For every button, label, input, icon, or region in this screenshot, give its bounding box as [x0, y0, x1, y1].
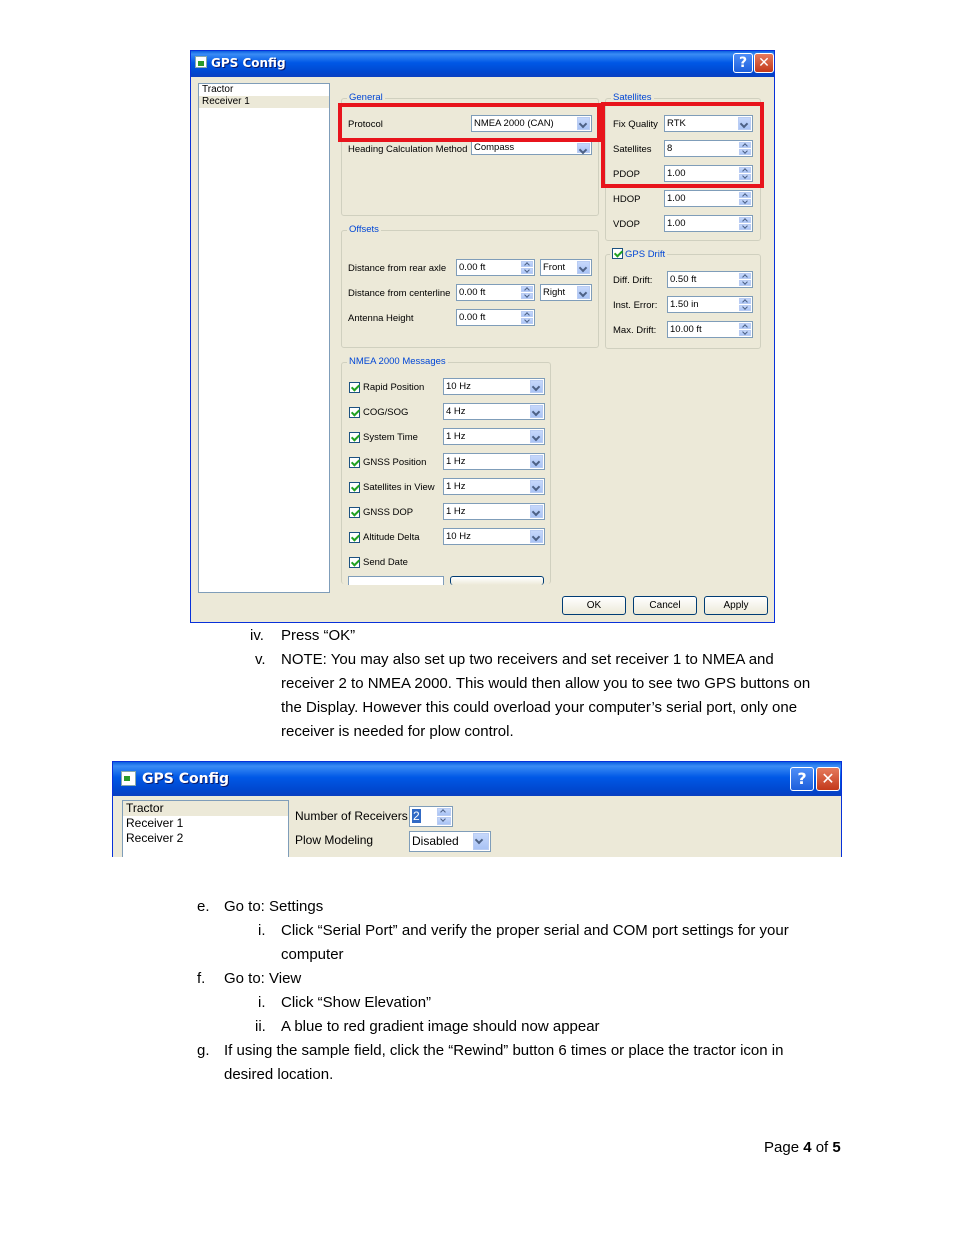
- protocol-value: NMEA 2000 (CAN): [474, 118, 554, 129]
- antenna-height-value: 0.00 ft: [459, 312, 486, 323]
- spin-down-icon[interactable]: [437, 817, 451, 825]
- spin-up-icon[interactable]: [521, 286, 533, 292]
- centerline-value: 0.00 ft: [459, 287, 486, 298]
- rapid-position-checkbox[interactable]: [349, 382, 360, 393]
- cog-sog-checkbox[interactable]: [349, 407, 360, 418]
- close-button[interactable]: ✕: [754, 53, 774, 73]
- altitude-delta-rate-value: 10 Hz: [446, 531, 471, 542]
- nmea-messages-group: [341, 356, 551, 584]
- spin-up-icon[interactable]: [437, 808, 451, 816]
- list-marker-f-ii: ii.: [255, 1018, 266, 1035]
- partial-button[interactable]: [450, 576, 544, 585]
- cog-sog-rate-select[interactable]: [443, 403, 545, 420]
- altitude-delta-label: Altitude Delta: [363, 532, 420, 543]
- chevron-down-icon[interactable]: [577, 286, 590, 299]
- send-date-label: Send Date: [363, 557, 408, 568]
- spin-up-icon[interactable]: [521, 311, 533, 317]
- spin-down-icon[interactable]: [521, 293, 533, 299]
- gps-config-window-2: [112, 761, 842, 857]
- hdop-stepper[interactable]: [664, 190, 753, 207]
- chevron-down-icon[interactable]: [577, 143, 590, 153]
- gps-drift-group-title: [610, 248, 667, 260]
- tree-item-receiver-1[interactable]: Receiver 1: [126, 816, 184, 830]
- list-text-v-line-2: receiver 2 to NMEA 2000. This would then allow you to see two GPS buttons on: [281, 675, 811, 692]
- cog-sog-label: COG/SOG: [363, 407, 409, 418]
- satellites-in-view-checkbox[interactable]: [349, 482, 360, 493]
- list-marker-g: g.: [197, 1042, 210, 1059]
- send-date-select-partial[interactable]: [348, 576, 444, 585]
- nmea-messages-group-title: NMEA 2000 Messages: [349, 356, 446, 367]
- inst-error-value: 1.50 in: [670, 299, 699, 310]
- gps-drift-group: [605, 249, 761, 349]
- hdop-value: 1.00: [667, 193, 686, 204]
- chevron-down-icon[interactable]: [530, 480, 543, 493]
- chevron-down-icon[interactable]: [530, 505, 543, 518]
- list-text-e-i-line-2: computer: [281, 946, 344, 963]
- spin-down-icon[interactable]: [739, 199, 751, 205]
- system-time-rate-value: 1 Hz: [446, 431, 466, 442]
- spin-up-icon[interactable]: [739, 323, 751, 329]
- gnss-position-label: GNSS Position: [363, 457, 427, 468]
- heading-method-label: Heading Calculation Method: [348, 144, 468, 155]
- list-marker-f: f.: [197, 970, 206, 987]
- plow-modeling-select[interactable]: [409, 831, 491, 852]
- satellites-in-view-rate-select[interactable]: [443, 478, 545, 495]
- send-date-checkbox[interactable]: [349, 557, 360, 568]
- footer-page-total: 5: [832, 1139, 841, 1156]
- list-marker-iv: iv.: [250, 627, 264, 644]
- diff-drift-value: 0.50 ft: [670, 274, 697, 285]
- list-text-v-line-1: NOTE: You may also set up two receivers and set receiver 1 to NMEA and: [281, 651, 774, 668]
- list-text-f-i: Click “Show Elevation”: [281, 994, 432, 1011]
- list-text-v-line-4: receiver is needed for plow control.: [281, 723, 514, 740]
- gnss-position-rate-select[interactable]: [443, 453, 545, 470]
- diff-drift-label: Diff. Drift:: [613, 275, 653, 286]
- centerline-label: Distance from centerline: [348, 288, 451, 299]
- chevron-down-icon[interactable]: [530, 530, 543, 543]
- rapid-position-rate-value: 10 Hz: [446, 381, 471, 392]
- satellites-value: 8: [667, 143, 673, 154]
- chevron-down-icon[interactable]: [577, 261, 590, 274]
- heading-method-select[interactable]: [471, 141, 592, 155]
- tree-item-receiver-1[interactable]: Receiver 1: [199, 96, 329, 108]
- general-group-title: General: [349, 92, 383, 103]
- list-text-g-line-1: If using the sample field, click the “Rewind” button 6 times or place the tractor icon in: [224, 1042, 784, 1059]
- footer-of: of: [811, 1139, 833, 1156]
- rear-axle-direction-value: Front: [543, 262, 566, 273]
- cancel-button[interactable]: Cancel: [633, 596, 697, 615]
- gnss-dop-label: GNSS DOP: [363, 507, 414, 518]
- centerline-stepper[interactable]: [456, 284, 535, 301]
- satellites-in-view-label: Satellites in View: [363, 482, 435, 493]
- gps-drift-checkbox[interactable]: [612, 248, 623, 259]
- gnss-dop-rate-select[interactable]: [443, 503, 545, 520]
- window-title: GPS Config: [211, 56, 286, 70]
- gnss-dop-rate-value: 1 Hz: [446, 506, 466, 517]
- number-of-receivers-value: 2: [413, 809, 420, 823]
- cog-sog-rate-value: 4 Hz: [446, 406, 466, 417]
- footer-prefix: Page: [764, 1139, 804, 1156]
- rear-axle-direction-select[interactable]: [540, 259, 592, 276]
- gps-drift-title-text: GPS Drift: [625, 249, 666, 260]
- fix-quality-value: RTK: [667, 118, 686, 129]
- antenna-height-stepper[interactable]: [456, 309, 535, 326]
- altitude-delta-checkbox[interactable]: [349, 532, 360, 543]
- satellites-in-view-rate-value: 1 Hz: [446, 481, 466, 492]
- app-icon: [195, 56, 207, 68]
- list-text-f-ii: A blue to red gradient image should now appear: [281, 1018, 600, 1035]
- plow-modeling-label: Plow Modeling: [295, 833, 374, 847]
- spin-down-icon[interactable]: [739, 224, 751, 230]
- offsets-group: [341, 224, 599, 348]
- help-button[interactable]: ?: [733, 53, 753, 73]
- plow-modeling-value: Disabled: [412, 834, 459, 848]
- window-title-2: GPS Config: [142, 771, 229, 787]
- tree-item-tractor[interactable]: Tractor: [123, 801, 288, 816]
- page-footer: [764, 1136, 841, 1160]
- rapid-position-label: Rapid Position: [363, 382, 425, 393]
- spin-down-icon[interactable]: [739, 305, 751, 311]
- max-drift-value: 10.00 ft: [670, 324, 702, 335]
- system-time-rate-select[interactable]: [443, 428, 545, 445]
- rear-axle-label: Distance from rear axle: [348, 263, 447, 274]
- chevron-down-icon[interactable]: [530, 430, 543, 443]
- rapid-position-rate-select[interactable]: [443, 378, 545, 395]
- list-marker-v: v.: [255, 651, 266, 668]
- spin-up-icon[interactable]: [521, 261, 533, 267]
- max-drift-stepper[interactable]: [667, 321, 753, 338]
- gnss-position-checkbox[interactable]: [349, 457, 360, 468]
- list-text-g-line-2: desired location.: [224, 1066, 334, 1083]
- title-bar-2: [113, 762, 841, 796]
- spin-down-icon[interactable]: [739, 330, 751, 336]
- list-text-v-line-3: the Display. However this could overload your computer’s serial port, only one: [281, 699, 798, 716]
- list-marker-e-i: i.: [258, 922, 266, 939]
- spin-up-icon[interactable]: [739, 192, 751, 198]
- list-text-iv: Press “OK”: [281, 627, 356, 644]
- vdop-value: 1.00: [667, 218, 686, 229]
- spin-up-icon[interactable]: [739, 273, 751, 279]
- tree-item-receiver-2[interactable]: Receiver 2: [126, 831, 184, 845]
- altitude-delta-rate-select[interactable]: [443, 528, 545, 545]
- centerline-direction-value: Right: [543, 287, 566, 298]
- rear-axle-value: 0.00 ft: [459, 262, 486, 273]
- apply-button[interactable]: Apply: [704, 596, 768, 615]
- satellites-label: Satellites: [613, 144, 652, 155]
- app-icon: [121, 771, 136, 786]
- spin-up-icon[interactable]: [739, 217, 751, 223]
- close-button[interactable]: ✕: [816, 767, 840, 791]
- protocol-label: Protocol: [348, 119, 383, 130]
- help-button[interactable]: ?: [790, 767, 814, 791]
- offsets-group-title: Offsets: [349, 224, 379, 235]
- spin-down-icon[interactable]: [521, 268, 533, 274]
- chevron-down-icon[interactable]: [530, 455, 543, 468]
- heading-method-value: Compass: [474, 142, 515, 153]
- vdop-label: VDOP: [613, 219, 640, 230]
- centerline-direction-select[interactable]: [540, 284, 592, 301]
- pdop-value: 1.00: [667, 168, 686, 179]
- gnss-dop-checkbox[interactable]: [349, 507, 360, 518]
- ok-button[interactable]: OK: [562, 596, 626, 615]
- gnss-position-rate-value: 1 Hz: [446, 456, 466, 467]
- list-marker-e: e.: [197, 898, 210, 915]
- list-text-e: Go to: Settings: [224, 898, 324, 915]
- list-text-f: Go to: View: [224, 970, 302, 987]
- list-marker-f-i: i.: [258, 994, 266, 1011]
- rear-axle-stepper[interactable]: [456, 259, 535, 276]
- pdop-label: PDOP: [613, 169, 640, 180]
- fix-quality-label: Fix Quality: [613, 119, 658, 130]
- device-tree: [198, 83, 330, 593]
- inst-error-label: Inst. Error:: [613, 300, 658, 311]
- number-of-receivers-stepper[interactable]: [409, 806, 453, 827]
- antenna-height-label: Antenna Height: [348, 313, 414, 324]
- chevron-down-icon[interactable]: [473, 833, 489, 850]
- device-tree-2: [122, 800, 289, 857]
- list-text-e-i-line-1: Click “Serial Port” and verify the proper serial and COM port settings for your: [281, 922, 789, 939]
- title-bar: [191, 51, 774, 77]
- tree-item-tractor[interactable]: Tractor: [202, 84, 234, 95]
- diff-drift-stepper[interactable]: [667, 271, 753, 288]
- system-time-label: System Time: [363, 432, 418, 443]
- hdop-label: HDOP: [613, 194, 641, 205]
- system-time-checkbox[interactable]: [349, 432, 360, 443]
- satellites-group-title: Satellites: [613, 92, 652, 103]
- footer-page-number: 4: [803, 1139, 812, 1156]
- number-of-receivers-label: Number of Receivers: [295, 809, 408, 823]
- spin-down-icon[interactable]: [739, 280, 751, 286]
- vdop-stepper[interactable]: [664, 215, 753, 232]
- inst-error-stepper[interactable]: [667, 296, 753, 313]
- protocol-highlight-box: [338, 103, 601, 142]
- chevron-down-icon[interactable]: [530, 405, 543, 418]
- chevron-down-icon[interactable]: [530, 380, 543, 393]
- spin-down-icon[interactable]: [521, 318, 533, 324]
- spin-up-icon[interactable]: [739, 298, 751, 304]
- max-drift-label: Max. Drift:: [613, 325, 657, 336]
- satellites-highlight-box: [601, 102, 764, 188]
